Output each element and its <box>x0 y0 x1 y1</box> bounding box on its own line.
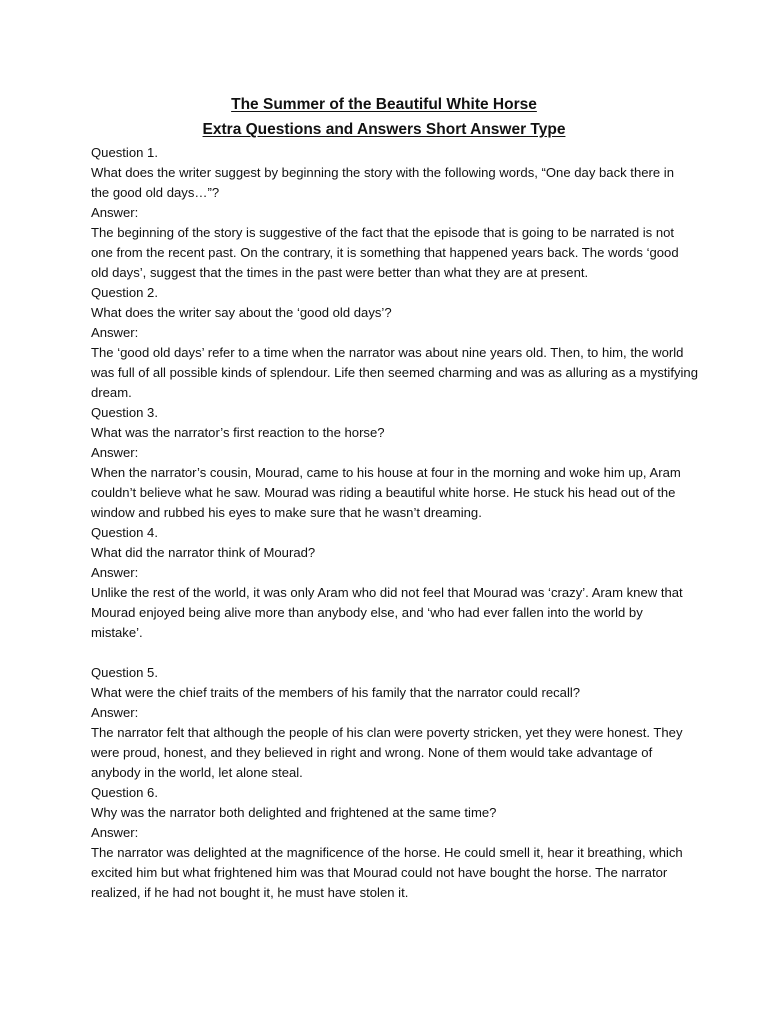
answer-label: Answer: <box>91 445 139 460</box>
answer-text: The beginning of the story is suggestive of the fact that the episode that is going to be narrated is not <box>91 225 675 240</box>
question-text: What was the narrator’s first reaction to the horse? <box>91 425 385 440</box>
answer-text: was full of all possible kinds of splendour. Life then seemed charming and was as alluring as a mystifying <box>91 365 698 380</box>
answer-text: mistake’. <box>91 625 143 640</box>
answer-label: Answer: <box>91 705 139 720</box>
answer-text: When the narrator’s cousin, Mourad, came to his house at four in the morning and woke him up, Aram <box>91 465 681 480</box>
question-text: What were the chief traits of the members of his family that the narrator could recall? <box>91 685 581 700</box>
answer-text: Mourad enjoyed being alive more than anybody else, and ‘who had ever fallen into the world by <box>91 605 643 620</box>
question-label: Question 1. <box>91 145 158 160</box>
answer-text: realized, if he had not bought it, he must have stolen it. <box>91 885 409 900</box>
question-text: Why was the narrator both delighted and frightened at the same time? <box>91 805 497 820</box>
answer-text: couldn’t believe what he saw. Mourad was riding a beautiful white horse. He stuck his head out of the <box>91 485 676 500</box>
document-title: The Summer of the Beautiful White Horse <box>231 96 537 113</box>
answer-label: Answer: <box>91 205 139 220</box>
answer-text: The ‘good old days’ refer to a time when the narrator was about nine years old. Then, to him, the world <box>91 345 684 360</box>
answer-label: Answer: <box>91 325 139 340</box>
answer-text: dream. <box>91 385 132 400</box>
question-label: Question 4. <box>91 525 158 540</box>
question-text: What did the narrator think of Mourad? <box>91 545 316 560</box>
question-label: Question 5. <box>91 665 158 680</box>
answer-text: were proud, honest, and they believed in right and wrong. None of them would take advantage of <box>91 745 653 760</box>
answer-text: excited him but what frightened him was that Mourad could not have bought the horse. The narrator <box>91 865 668 880</box>
question-text: What does the writer say about the ‘good old days’? <box>91 305 392 320</box>
answer-text: Unlike the rest of the world, it was only Aram who did not feel that Mourad was ‘crazy’. Aram knew that <box>91 585 683 600</box>
question-text: the good old days…”? <box>91 185 220 200</box>
answer-text: anybody in the world, let alone steal. <box>91 765 303 780</box>
blank-spacer <box>91 643 691 663</box>
answer-label: Answer: <box>91 825 139 840</box>
question-label: Question 3. <box>91 405 158 420</box>
answer-text: The narrator was delighted at the magnificence of the horse. He could smell it, hear it breathing, which <box>91 845 683 860</box>
document-subtitle: Extra Questions and Answers Short Answer Type <box>202 121 566 138</box>
answer-text: The narrator felt that although the people of his clan were poverty stricken, yet they were honest. They <box>91 725 683 740</box>
qa-body <box>91 143 698 903</box>
answer-text: old days’, suggest that the times in the past were better than what they are at present. <box>91 265 589 280</box>
question-text: What does the writer suggest by beginning the story with the following words, “One day back there in <box>91 165 674 180</box>
answer-label: Answer: <box>91 565 139 580</box>
question-label: Question 2. <box>91 285 158 300</box>
answer-text: one from the recent past. On the contrary, it is something that happened years back. The words ‘good <box>91 245 679 260</box>
question-label: Question 6. <box>91 785 158 800</box>
answer-text: window and rubbed his eyes to make sure that he wasn’t dreaming. <box>91 505 482 520</box>
